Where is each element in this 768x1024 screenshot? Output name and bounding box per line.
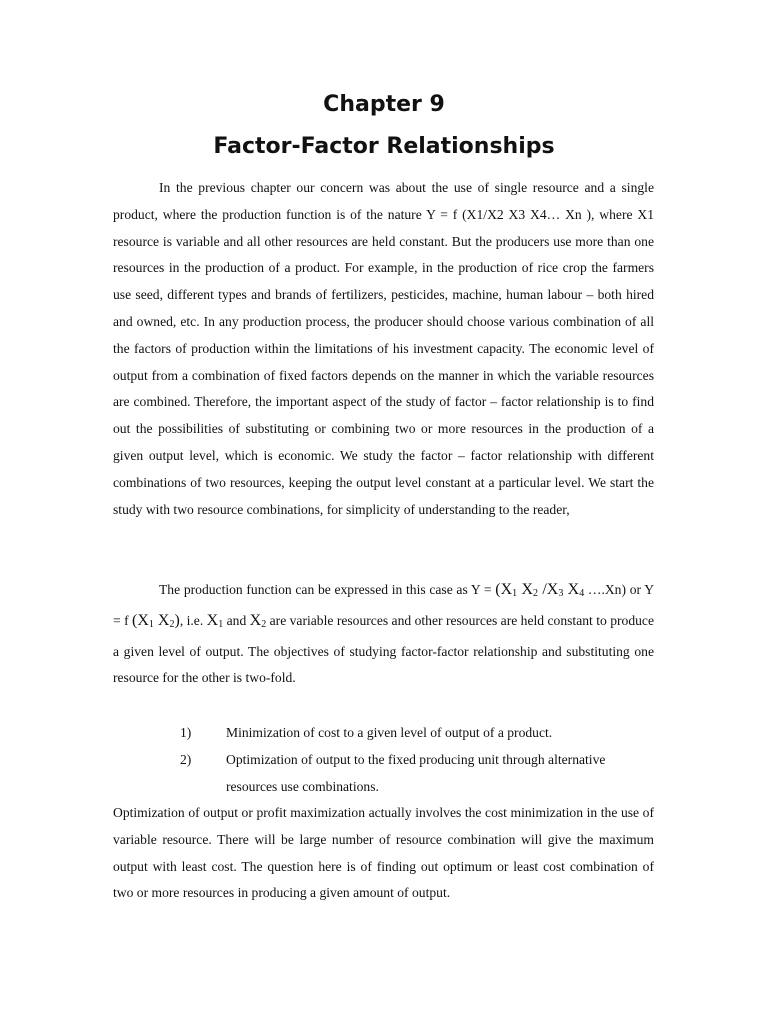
- paragraph2-text-1: The production function can be expressed in this case as Y =: [159, 582, 496, 597]
- formula-x1x2-x3x4: (X1 X2 /X3 X4: [495, 581, 585, 599]
- list-item: [180, 720, 660, 747]
- formula-x2: X2: [249, 611, 267, 630]
- formula-x1x2: (X1 X2): [132, 611, 180, 630]
- paragraph2-text-5: are variable resources and other resources are held constant to produce a given level of output. The objectives of studying factor-factor relationship and substituting one resource for the other is two-fold.: [113, 612, 654, 686]
- list-item-text: Minimization of cost to a given level of output of a product.: [226, 725, 553, 740]
- chapter-heading: Chapter 9: [323, 92, 445, 117]
- paragraph-optimization: Optimization of output or profit maximization actually involves the cost minimization in the use of variable resource. There will be large number of resource combination will give the maximum output with least cost. The question here is of finding out optimum or least cost combination of two or more resources in producing a given amount of output.: [113, 805, 654, 901]
- paragraph2-text-3: , i.e.: [179, 612, 207, 628]
- paragraph2-text-2: ….Xn) or Y = f: [113, 582, 655, 628]
- formula-x1: X1: [206, 611, 224, 630]
- page-title: Factor-Factor Relationships: [213, 134, 555, 159]
- list-item-number: 1): [180, 725, 192, 740]
- paragraph-production-function: [113, 577, 654, 692]
- objectives-list: [180, 720, 660, 800]
- list-item: [180, 747, 660, 801]
- paragraph2-text-4: and: [223, 612, 250, 628]
- list-item-number: 2): [180, 751, 192, 767]
- paragraph-intro: In the previous chapter our concern was about the use of single resource and a single product, where the production function is of the nature Y = f (X1/X2 X3 X4… Xn ), where X1 resource is variable and all other resources are held constant. But the producers use more than one resources in the production of a product. For example, in the production of rice crop the farmers use seed, different types and brands of fertilizers, pesticides, machine, human labour – both hired and owned, etc. In any production process, the producer should choose various combination of all the factors of production within the limitations of his investment capacity. The economic level of output from a combination of fixed factors depends on the manner in which the variable resources are combined. Therefore, the important aspect of the study of factor – factor relationship is to find out the possibilities of substituting or combining two or more resources in the production of a given output level, which is economic. We study the factor – factor relationship with different combinations of two resources, keeping the output level constant at a particular level. We start the study with two resource combinations, for simplicity of understanding to the reader,: [113, 180, 654, 517]
- list-item-text: Optimization of output to the fixed producing unit through alternative resources use combinations.: [226, 751, 606, 794]
